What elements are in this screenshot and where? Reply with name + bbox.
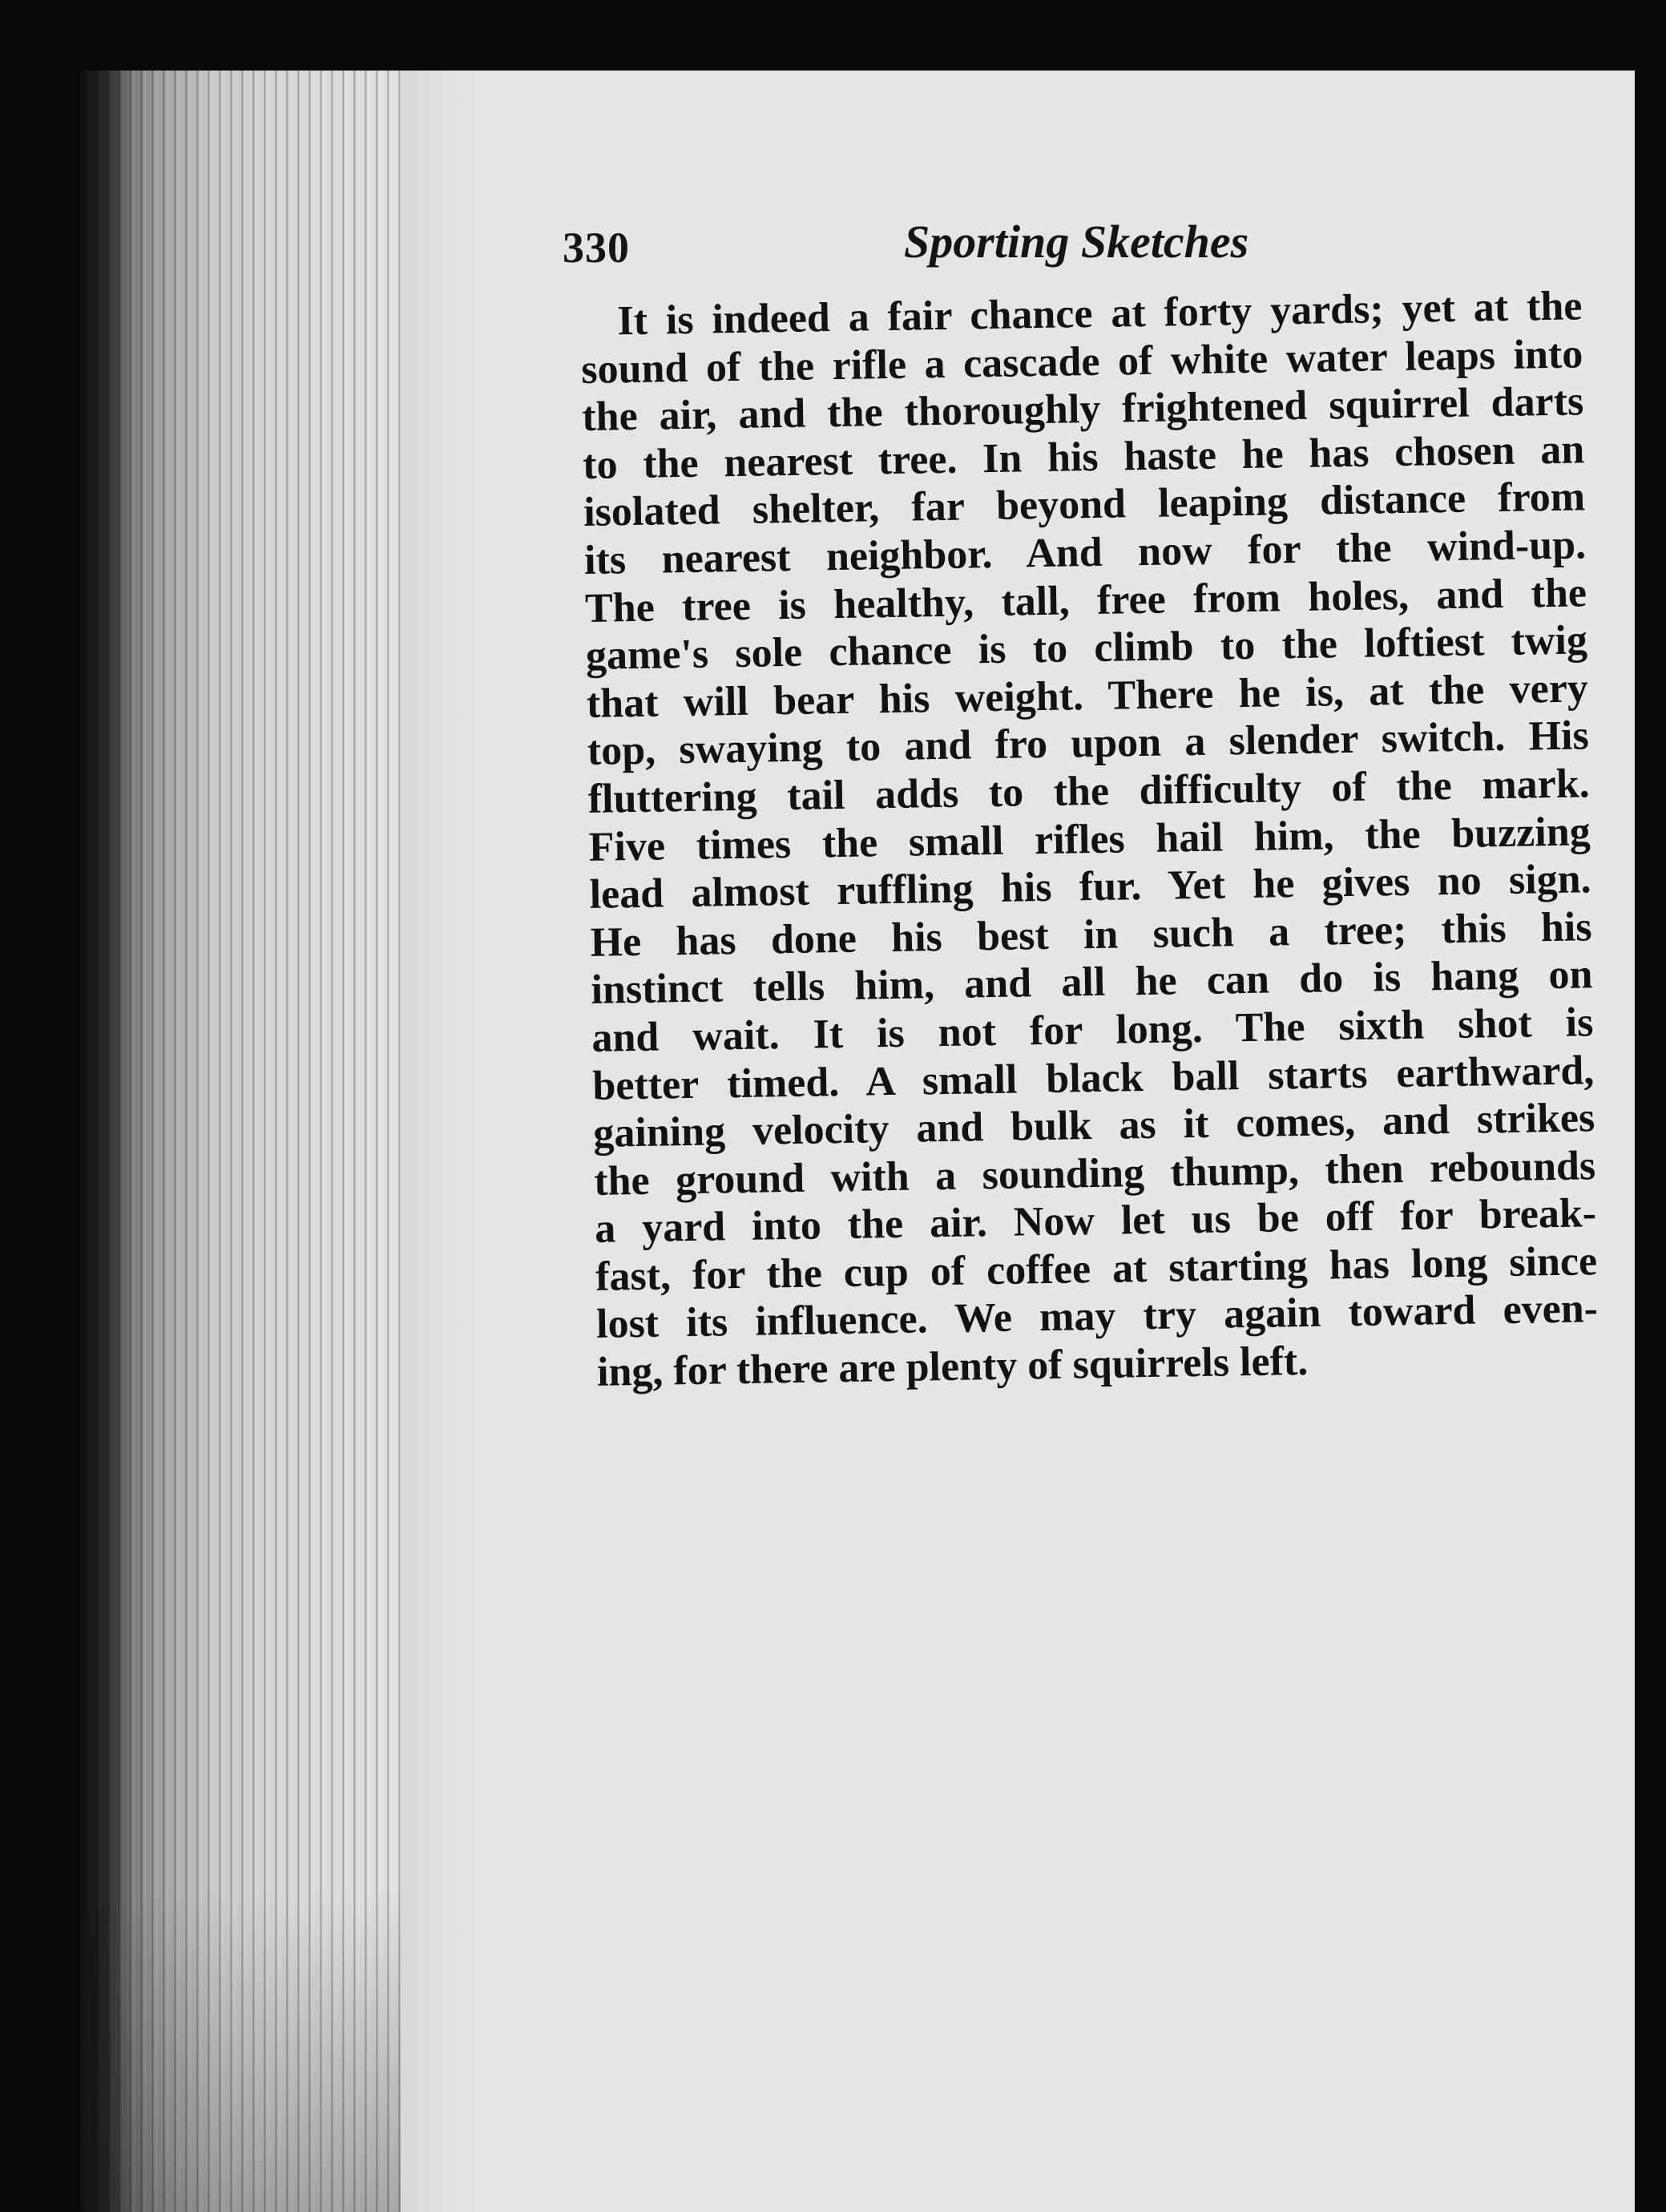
text-line: instinct tells him, and all he can do is hang on (591, 951, 1593, 1014)
text-line: and wait. It is not for long. The sixth shot is (591, 999, 1594, 1061)
text-line: a yard into the air. Now let us be off for break- (594, 1190, 1597, 1253)
text-line: its nearest neighbor. And now for the wind-up. (583, 522, 1587, 583)
text-line: the ground with a sounding thump, then rebounds (593, 1142, 1596, 1205)
text-line: Five times the small rifles hail him, the buzzing (588, 808, 1591, 870)
text-line: ing, for there are plenty of squirrels left. (596, 1338, 1309, 1395)
body-paragraph (580, 282, 1599, 1396)
text-line: to the nearest tree. In his haste he has chosen an (582, 426, 1585, 488)
text-line: sound of the rifle a cascade of white water leaps into (580, 330, 1583, 393)
gutter-shadow (80, 71, 128, 2212)
text-line: fast, for the cup of coffee at starting has long since (595, 1238, 1598, 1300)
text-line: game's sole chance is to climb to the loftiest twig (585, 617, 1588, 680)
text-line: lost its influence. We may try again toward even- (595, 1286, 1599, 1348)
text-line: the air, and the thoroughly frightened squirrel darts (581, 378, 1584, 441)
page-number: 330 (563, 224, 630, 272)
page-edges (80, 71, 417, 2212)
text-line: isolated shelter, far beyond leaping distance from (583, 474, 1586, 536)
text-line: It is indeed a fair chance at forty yards; yet at the (617, 283, 1583, 345)
text-line: top, swaying to and fro upon a slender switch. His (587, 712, 1590, 775)
running-head: Sporting Sketches (904, 216, 1249, 268)
text-line: He has done his best in such a tree; this his (590, 903, 1592, 966)
text-line: gaining velocity and bulk as it comes, and strikes (592, 1095, 1595, 1156)
text-line: that will bear his weight. There he is, at the very (586, 665, 1589, 727)
right-margin-shadow (1635, 48, 1666, 2212)
text-line: fluttering tail adds to the difficulty of the mark. (587, 761, 1591, 822)
text-line: The tree is healthy, tall, free from holes, and the (584, 569, 1587, 632)
text-line: lead almost ruffling his fur. Yet he gives no sign. (589, 856, 1591, 918)
text-line: better timed. A small black ball starts earthward, (591, 1047, 1595, 1109)
